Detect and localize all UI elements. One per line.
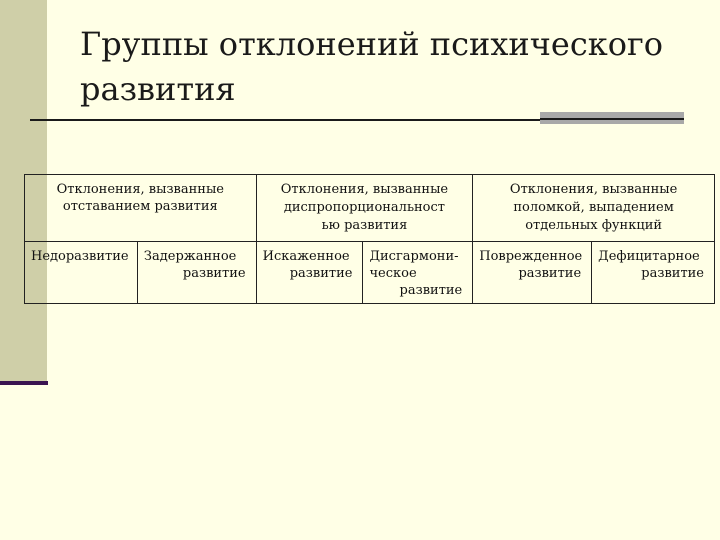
sub-text: развитие [289, 266, 353, 281]
category-text: ью развития [321, 218, 408, 233]
sub-text: Дефицитарное [598, 249, 700, 264]
sub-cell-disharmonic [363, 242, 473, 304]
sub-cell-deficit [592, 242, 715, 304]
category-text: отставанием развития [62, 199, 218, 214]
category-text: Отклонения, вызванные [280, 182, 449, 197]
subcategory-row [25, 242, 715, 304]
sub-cell-distorted [256, 242, 363, 304]
category-text: поломкой, выпадением [513, 200, 674, 215]
sub-text: развитие [182, 266, 246, 281]
sub-text: Дисгармони- [369, 249, 459, 264]
left-bar-underline [0, 381, 48, 385]
sub-text: развитие [518, 266, 582, 281]
sub-text: Поврежденное [479, 249, 583, 264]
title-accent-line [540, 118, 684, 120]
sub-cell-underdevelopment [25, 242, 138, 304]
title-line-2: развития [80, 70, 236, 108]
category-row [25, 175, 715, 242]
sub-text: Задержанное [143, 249, 237, 264]
sub-text: Искаженное [262, 249, 350, 264]
title-line-1: Группы отклонений психического [80, 25, 664, 63]
sub-cell-delayed [137, 242, 256, 304]
sub-text: Недоразвитие [31, 249, 129, 264]
title-underline [30, 119, 540, 121]
deviation-groups-table [24, 174, 715, 304]
category-text: Отклонения, вызванные [56, 182, 225, 197]
category-text: отдельных функций [525, 218, 663, 233]
category-text: диспропорциональност [283, 200, 445, 215]
sub-text: ческое [369, 266, 417, 281]
category-cell-disproportion [256, 175, 473, 242]
category-cell-breakdown [473, 175, 715, 242]
sub-text: развитие [641, 266, 704, 281]
slide-title [80, 22, 700, 112]
category-cell-lag [25, 175, 257, 242]
category-text: Отклонения, вызванные [509, 182, 678, 197]
sub-text: развитие [399, 283, 463, 298]
sub-cell-damaged [473, 242, 592, 304]
